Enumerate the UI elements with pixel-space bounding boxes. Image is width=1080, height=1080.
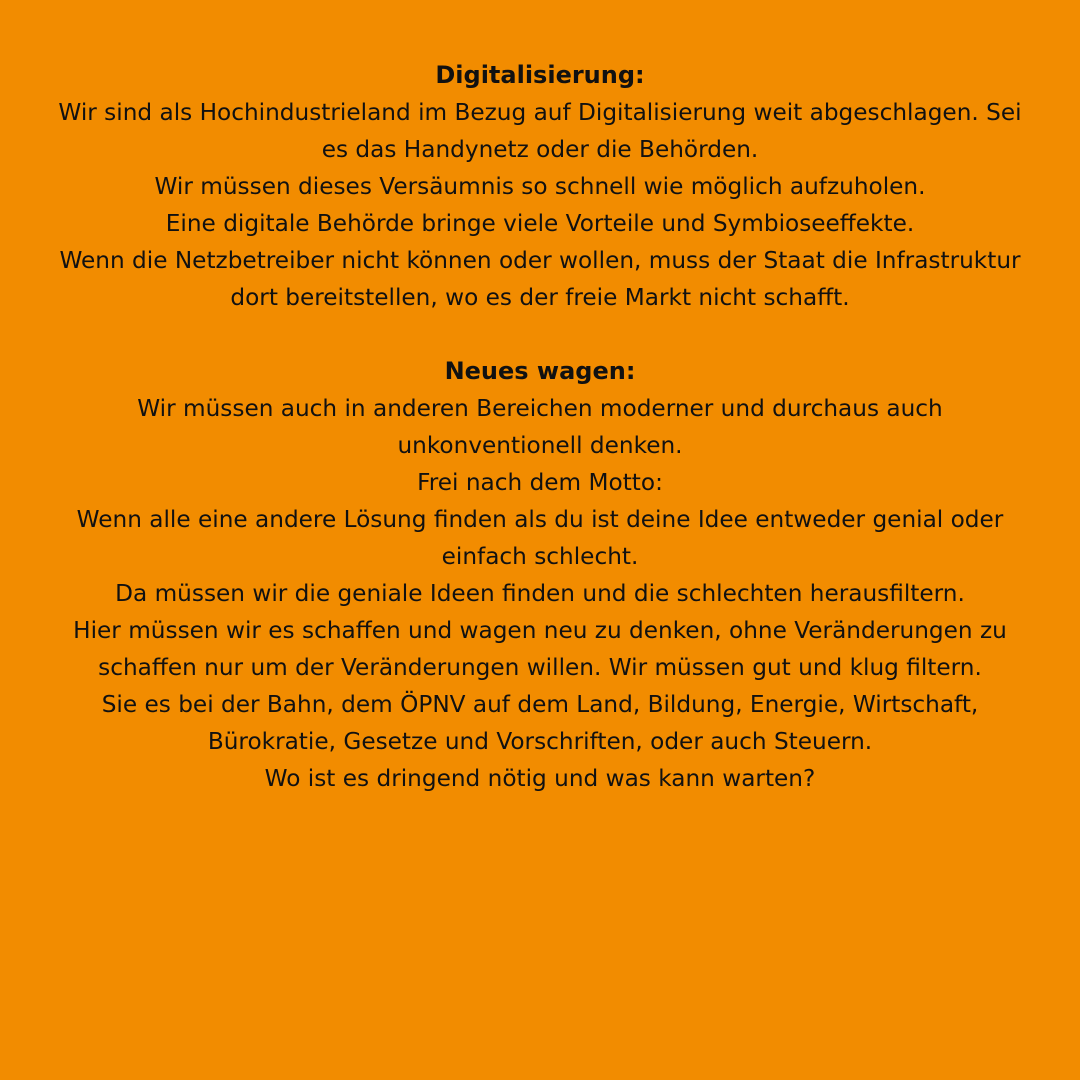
- body-line: Bürokratie, Gesetze und Vorschriften, oder auch Steuern.: [207, 728, 873, 755]
- body-line: Sie es bei der Bahn, dem ÖPNV auf dem Land, Bildung, Energie, Wirtschaft,: [101, 691, 979, 718]
- body-line: Frei nach dem Motto:: [417, 469, 663, 496]
- body-line: Da müssen wir die geniale Ideen finden und die schlechten herausfiltern.: [115, 580, 965, 607]
- body-line: unkonventionell denken.: [397, 432, 683, 459]
- body-line: Wenn alle eine andere Lösung finden als du ist deine Idee entweder genial oder: [76, 506, 1004, 533]
- body-line: Wir müssen dieses Versäumnis so schnell wie möglich aufzuholen.: [154, 173, 926, 200]
- body-line: Wenn die Netzbetreiber nicht können oder wollen, muss der Staat die Infrastruktur: [59, 247, 1021, 274]
- body-line: einfach schlecht.: [441, 543, 639, 570]
- body-line: schaffen nur um der Veränderungen willen. Wir müssen gut und klug filtern.: [98, 654, 982, 681]
- body-line: Eine digitale Behörde bringe viele Vorteile und Symbioseeffekte.: [165, 210, 915, 237]
- section-heading: Digitalisierung:: [435, 61, 645, 89]
- body-line: Hier müssen wir es schaffen und wagen neu zu denken, ohne Veränderungen zu: [73, 617, 1007, 644]
- section-neues-wagen: [0, 353, 1080, 797]
- section-heading: Neues wagen:: [444, 357, 636, 385]
- body-line: Wo ist es dringend nötig und was kann warten?: [264, 765, 816, 792]
- body-line: dort bereitstellen, wo es der freie Markt nicht schafft.: [230, 284, 850, 311]
- section-digitalisierung: [0, 57, 1080, 316]
- body-line: es das Handynetz oder die Behörden.: [321, 136, 759, 163]
- body-line: Wir müssen auch in anderen Bereichen moderner und durchaus auch: [137, 395, 943, 422]
- body-line: Wir sind als Hochindustrieland im Bezug auf Digitalisierung weit abgeschlagen. Sei: [58, 99, 1022, 126]
